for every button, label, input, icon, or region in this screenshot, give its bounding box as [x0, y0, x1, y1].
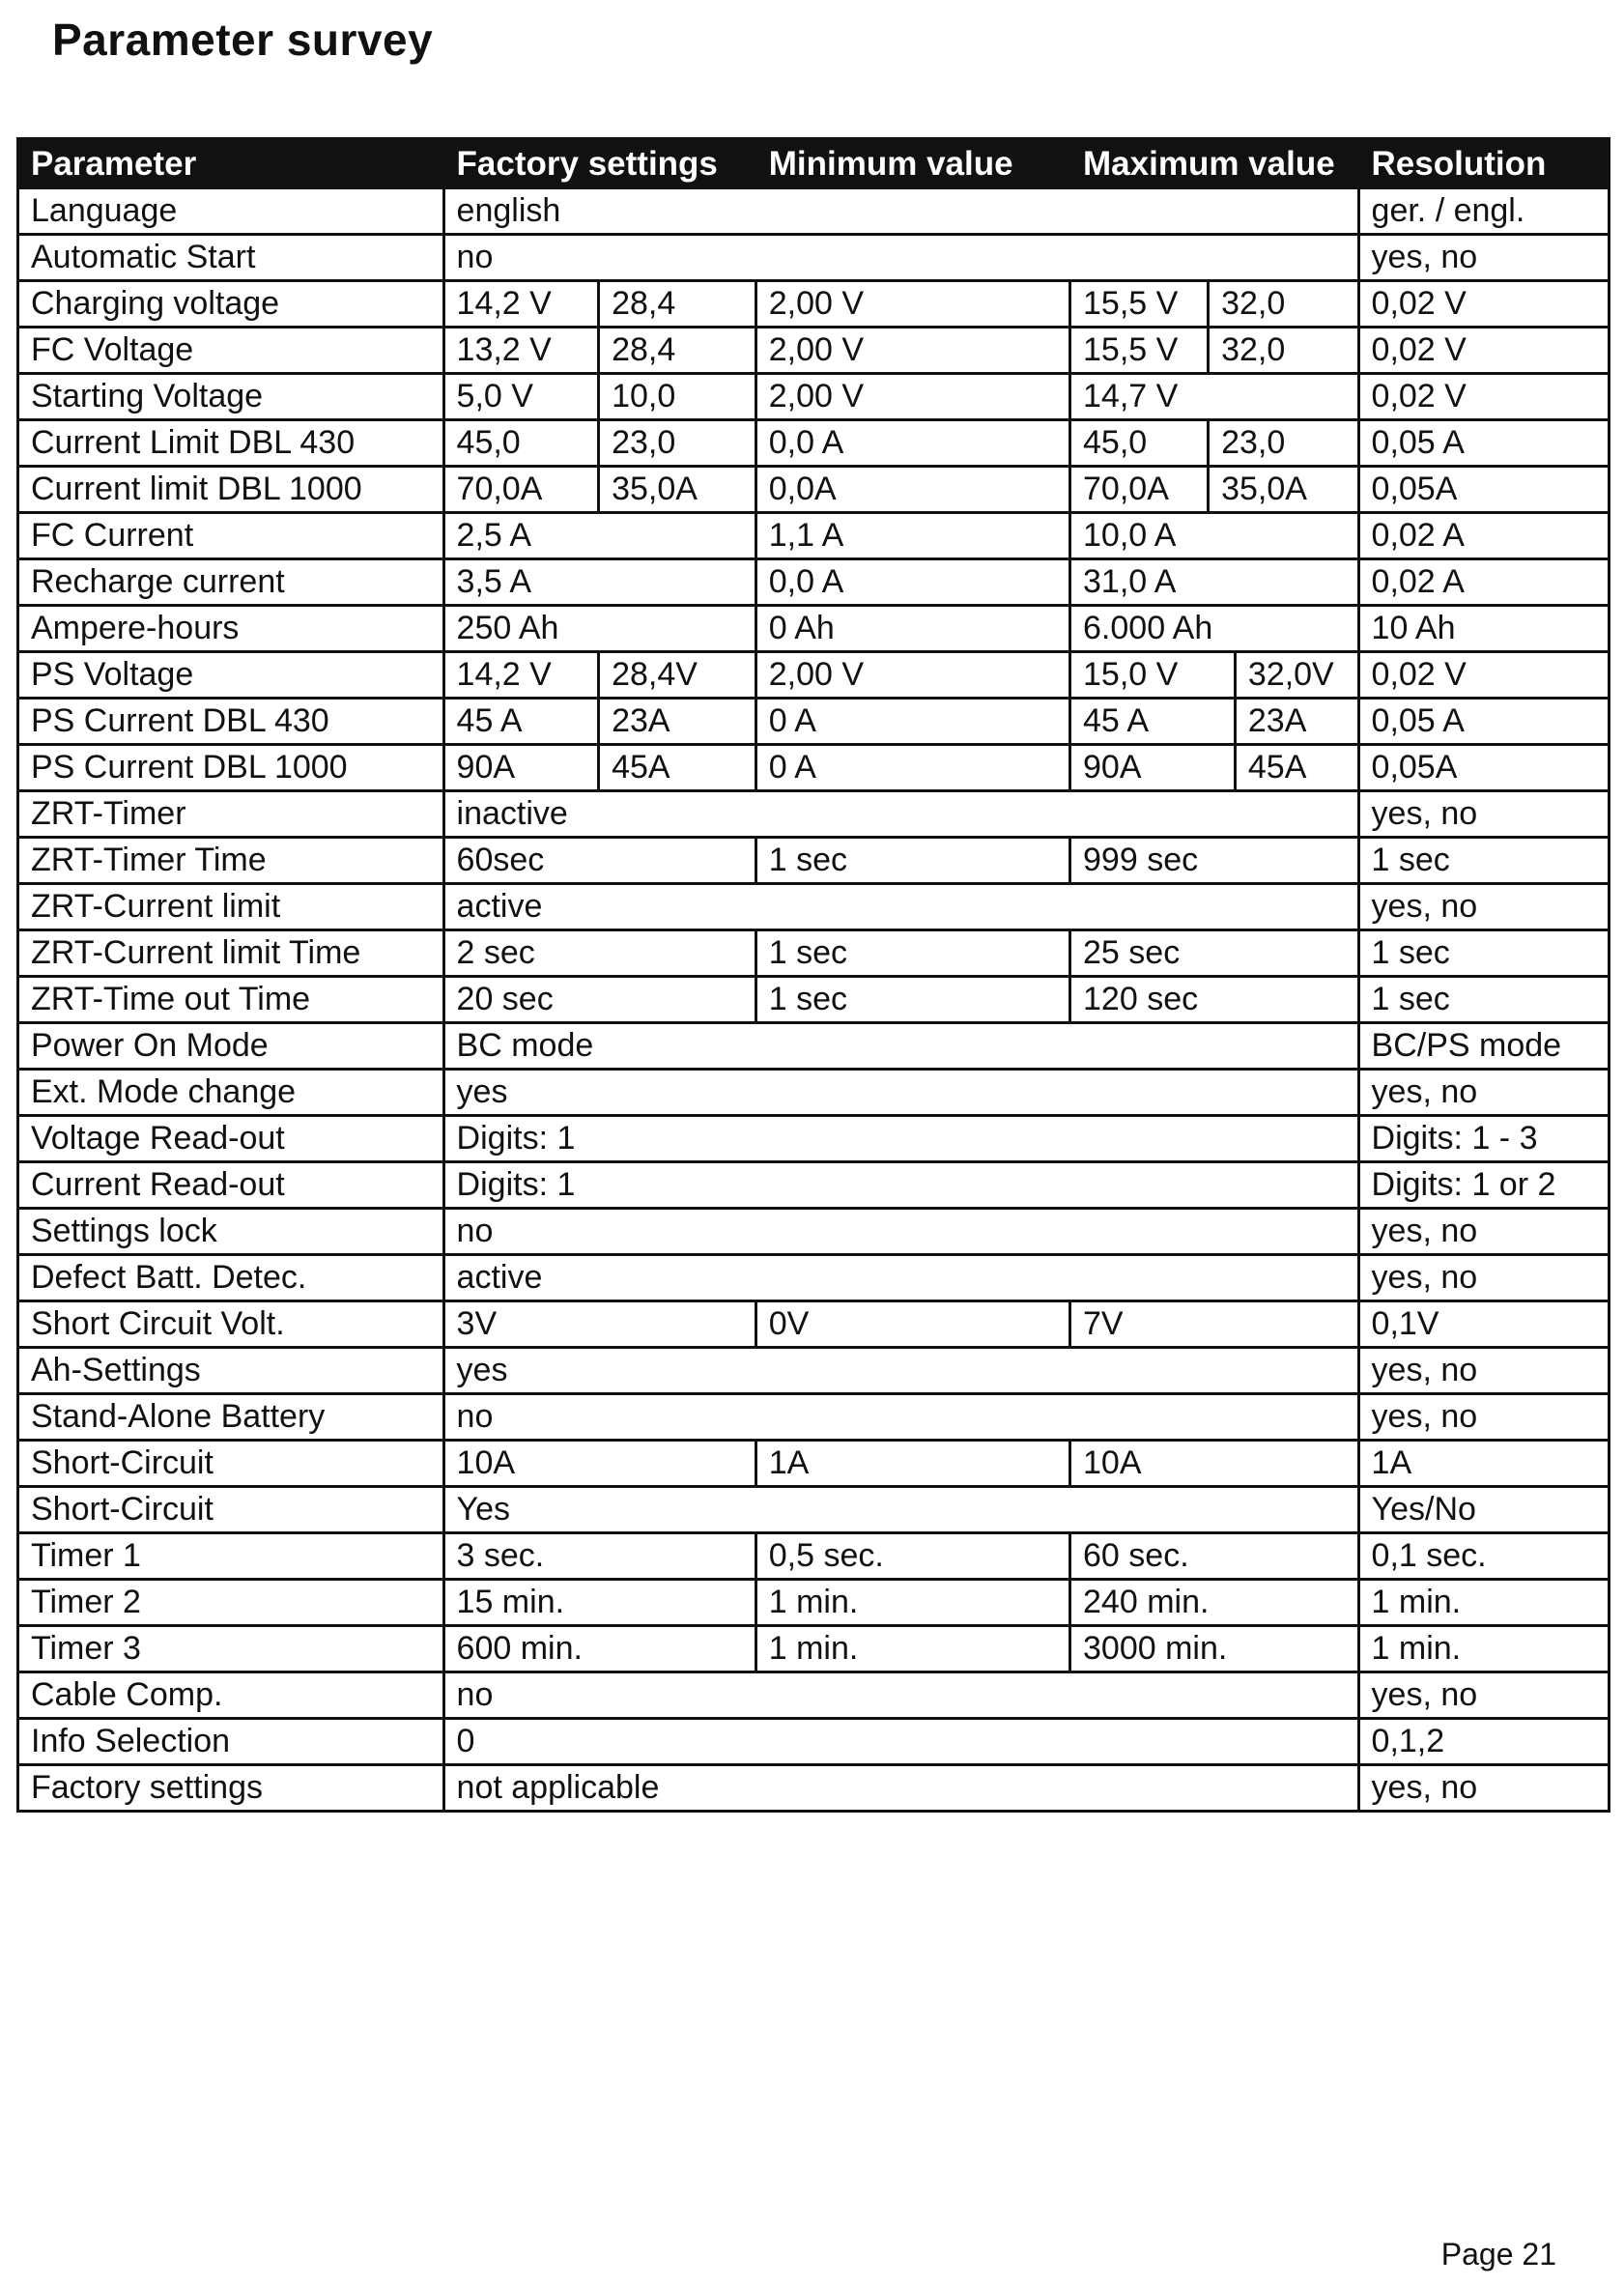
cell-resolution: 0,02 V	[1358, 281, 1609, 328]
cell-parameter: Short Circuit Volt.	[18, 1301, 444, 1348]
cell-resolution: yes, no	[1358, 235, 1609, 281]
cell-resolution: 0,02 V	[1358, 374, 1609, 420]
cell-value: 999 sec	[1070, 838, 1359, 884]
cell-value: 70,0A	[1070, 467, 1209, 513]
cell-value: 14,2 V	[443, 281, 599, 328]
cell-resolution: 1 min.	[1358, 1626, 1609, 1672]
cell-parameter: Info Selection	[18, 1719, 444, 1765]
cell-parameter: PS Current DBL 430	[18, 699, 444, 745]
cell-value: yes	[443, 1348, 1358, 1394]
header-maximum-value: Maximum value	[1070, 139, 1359, 188]
cell-value: inactive	[443, 791, 1358, 838]
cell-value: 20 sec	[443, 977, 755, 1023]
cell-parameter: ZRT-Time out Time	[18, 977, 444, 1023]
cell-value: 2,00 V	[755, 652, 1069, 699]
cell-value: 60sec	[443, 838, 755, 884]
table-row	[18, 235, 1610, 281]
cell-resolution: 0,05A	[1358, 745, 1609, 791]
table-row	[18, 1394, 1610, 1441]
cell-value: 2,00 V	[755, 374, 1069, 420]
cell-parameter: PS Current DBL 1000	[18, 745, 444, 791]
cell-value: 5,0 V	[443, 374, 599, 420]
cell-value: 1 sec	[755, 838, 1069, 884]
cell-value: 45,0	[443, 420, 599, 467]
header-resolution: Resolution	[1358, 139, 1609, 188]
cell-parameter: Automatic Start	[18, 235, 444, 281]
cell-resolution: 1A	[1358, 1441, 1609, 1487]
cell-parameter: FC Voltage	[18, 328, 444, 374]
cell-value: 15,5 V	[1070, 281, 1209, 328]
cell-resolution: Yes/No	[1358, 1487, 1609, 1533]
cell-value: 15 min.	[443, 1580, 755, 1626]
table-row	[18, 559, 1610, 606]
cell-parameter: Ah-Settings	[18, 1348, 444, 1394]
cell-resolution: yes, no	[1358, 791, 1609, 838]
cell-parameter: Starting Voltage	[18, 374, 444, 420]
cell-resolution: 1 sec	[1358, 930, 1609, 977]
cell-value: 0V	[755, 1301, 1069, 1348]
cell-value: 0 Ah	[755, 606, 1069, 652]
table-row	[18, 1023, 1610, 1070]
table-row	[18, 1487, 1610, 1533]
cell-value: active	[443, 1255, 1358, 1301]
cell-parameter: Defect Batt. Detec.	[18, 1255, 444, 1301]
cell-resolution: yes, no	[1358, 1394, 1609, 1441]
table-row	[18, 930, 1610, 977]
cell-value: 1A	[755, 1441, 1069, 1487]
cell-value: Digits: 1	[443, 1162, 1358, 1209]
table-row	[18, 1533, 1610, 1580]
table-row	[18, 977, 1610, 1023]
cell-resolution: Digits: 1 - 3	[1358, 1116, 1609, 1162]
cell-parameter: ZRT-Timer	[18, 791, 444, 838]
cell-value: 23,0	[599, 420, 756, 467]
cell-value: 10A	[1070, 1441, 1359, 1487]
cell-parameter: Short-Circuit	[18, 1487, 444, 1533]
cell-value: 35,0A	[1209, 467, 1358, 513]
cell-parameter: Voltage Read-out	[18, 1116, 444, 1162]
cell-value: not applicable	[443, 1765, 1358, 1812]
cell-parameter: Stand-Alone Battery	[18, 1394, 444, 1441]
cell-value: no	[443, 1394, 1358, 1441]
cell-parameter: PS Voltage	[18, 652, 444, 699]
table-row	[18, 513, 1610, 559]
cell-value: 3 sec.	[443, 1533, 755, 1580]
cell-value: 32,0	[1209, 328, 1358, 374]
table-row	[18, 1626, 1610, 1672]
table-row	[18, 374, 1610, 420]
cell-value: 1 sec	[755, 930, 1069, 977]
cell-resolution: Digits: 1 or 2	[1358, 1162, 1609, 1209]
cell-value: 0 A	[755, 745, 1069, 791]
cell-resolution: 0,02 A	[1358, 513, 1609, 559]
header-minimum-value: Minimum value	[755, 139, 1069, 188]
cell-resolution: 0,05A	[1358, 467, 1609, 513]
cell-value: 0,5 sec.	[755, 1533, 1069, 1580]
table-row	[18, 745, 1610, 791]
cell-resolution: 0,1 sec.	[1358, 1533, 1609, 1580]
cell-parameter: Current limit DBL 1000	[18, 467, 444, 513]
cell-value: 23,0	[1209, 420, 1358, 467]
cell-value: 45 A	[1070, 699, 1236, 745]
cell-value: 6.000 Ah	[1070, 606, 1359, 652]
cell-resolution: yes, no	[1358, 884, 1609, 930]
table-row	[18, 838, 1610, 884]
cell-value: 1,1 A	[755, 513, 1069, 559]
cell-value: 25 sec	[1070, 930, 1359, 977]
table-row	[18, 1070, 1610, 1116]
table-row	[18, 1255, 1610, 1301]
table-row	[18, 884, 1610, 930]
table-row	[18, 188, 1610, 235]
cell-resolution: 1 sec	[1358, 838, 1609, 884]
cell-resolution: 1 min.	[1358, 1580, 1609, 1626]
cell-value: 250 Ah	[443, 606, 755, 652]
cell-value: 3000 min.	[1070, 1626, 1359, 1672]
cell-resolution: yes, no	[1358, 1672, 1609, 1719]
cell-value: no	[443, 1672, 1358, 1719]
cell-resolution: 1 sec	[1358, 977, 1609, 1023]
table-row	[18, 1672, 1610, 1719]
cell-value: 120 sec	[1070, 977, 1359, 1023]
cell-value: 70,0A	[443, 467, 599, 513]
page-number: Page 21	[1440, 2237, 1556, 2272]
table-row	[18, 1580, 1610, 1626]
cell-value: 35,0A	[599, 467, 756, 513]
cell-resolution: BC/PS mode	[1358, 1023, 1609, 1070]
cell-value: 3V	[443, 1301, 755, 1348]
table-row	[18, 328, 1610, 374]
cell-value: 23A	[1235, 699, 1358, 745]
cell-value: 0,0A	[755, 467, 1069, 513]
cell-value: 14,7 V	[1070, 374, 1359, 420]
cell-parameter: Short-Circuit	[18, 1441, 444, 1487]
cell-value: 10,0	[599, 374, 756, 420]
cell-resolution: 0,02 V	[1358, 652, 1609, 699]
cell-parameter: Cable Comp.	[18, 1672, 444, 1719]
cell-value: 15,5 V	[1070, 328, 1209, 374]
cell-parameter: Power On Mode	[18, 1023, 444, 1070]
cell-value: english	[443, 188, 1358, 235]
cell-resolution: yes, no	[1358, 1255, 1609, 1301]
cell-parameter: Recharge current	[18, 559, 444, 606]
cell-value: 90A	[1070, 745, 1236, 791]
cell-value: active	[443, 884, 1358, 930]
table-row	[18, 606, 1610, 652]
cell-parameter: FC Current	[18, 513, 444, 559]
table-row	[18, 652, 1610, 699]
table-row	[18, 1301, 1610, 1348]
cell-resolution: ger. / engl.	[1358, 188, 1609, 235]
cell-value: 28,4	[599, 281, 756, 328]
cell-value: 2 sec	[443, 930, 755, 977]
table-row	[18, 420, 1610, 467]
cell-value: 7V	[1070, 1301, 1359, 1348]
cell-parameter: Language	[18, 188, 444, 235]
cell-value: 60 sec.	[1070, 1533, 1359, 1580]
parameter-table	[16, 137, 1610, 1813]
cell-value: 45A	[599, 745, 756, 791]
cell-resolution: 0,1,2	[1358, 1719, 1609, 1765]
cell-resolution: 10 Ah	[1358, 606, 1609, 652]
cell-parameter: Charging voltage	[18, 281, 444, 328]
cell-value: 1 min.	[755, 1626, 1069, 1672]
cell-value: 10,0 A	[1070, 513, 1359, 559]
cell-parameter: Timer 1	[18, 1533, 444, 1580]
cell-value: 0 A	[755, 699, 1069, 745]
cell-parameter: Timer 2	[18, 1580, 444, 1626]
cell-value: 240 min.	[1070, 1580, 1359, 1626]
cell-value: yes	[443, 1070, 1358, 1116]
cell-value: 0	[443, 1719, 1358, 1765]
cell-resolution: yes, no	[1358, 1765, 1609, 1812]
cell-resolution: 0,05 A	[1358, 699, 1609, 745]
cell-parameter: Current Read-out	[18, 1162, 444, 1209]
cell-value: 32,0	[1209, 281, 1358, 328]
cell-parameter: ZRT-Timer Time	[18, 838, 444, 884]
cell-value: Digits: 1	[443, 1116, 1358, 1162]
header-parameter: Parameter	[18, 139, 444, 188]
cell-value: 3,5 A	[443, 559, 755, 606]
table-row	[18, 699, 1610, 745]
cell-value: no	[443, 1209, 1358, 1255]
cell-value: 32,0V	[1235, 652, 1358, 699]
cell-resolution: 0,02 V	[1358, 328, 1609, 374]
table-row	[18, 791, 1610, 838]
table-row	[18, 281, 1610, 328]
cell-value: 45,0	[1070, 420, 1209, 467]
cell-parameter: Factory settings	[18, 1765, 444, 1812]
cell-resolution: 0,02 A	[1358, 559, 1609, 606]
cell-value: 28,4	[599, 328, 756, 374]
cell-value: 28,4V	[599, 652, 756, 699]
table-row	[18, 1348, 1610, 1394]
cell-parameter: Ampere-hours	[18, 606, 444, 652]
table-row	[18, 1765, 1610, 1812]
table-row	[18, 1116, 1610, 1162]
cell-value: 0,0 A	[755, 559, 1069, 606]
cell-value: 1 sec	[755, 977, 1069, 1023]
cell-parameter: Settings lock	[18, 1209, 444, 1255]
cell-value: 1 min.	[755, 1580, 1069, 1626]
cell-parameter: Timer 3	[18, 1626, 444, 1672]
table-row	[18, 1719, 1610, 1765]
cell-value: 600 min.	[443, 1626, 755, 1672]
cell-value: 45A	[1235, 745, 1358, 791]
cell-value: 2,5 A	[443, 513, 755, 559]
cell-parameter: ZRT-Current limit Time	[18, 930, 444, 977]
cell-value: 15,0 V	[1070, 652, 1236, 699]
table-row	[18, 1209, 1610, 1255]
cell-parameter: Current Limit DBL 430	[18, 420, 444, 467]
cell-value: 10A	[443, 1441, 755, 1487]
cell-value: 23A	[599, 699, 756, 745]
cell-resolution: yes, no	[1358, 1209, 1609, 1255]
cell-value: BC mode	[443, 1023, 1358, 1070]
table-row	[18, 1162, 1610, 1209]
header-factory-settings: Factory settings	[443, 139, 755, 188]
table-header-row	[18, 139, 1610, 188]
cell-resolution: yes, no	[1358, 1348, 1609, 1394]
cell-value: 2,00 V	[755, 281, 1069, 328]
cell-resolution: 0,05 A	[1358, 420, 1609, 467]
cell-value: 2,00 V	[755, 328, 1069, 374]
cell-value: 90A	[443, 745, 599, 791]
cell-value: 13,2 V	[443, 328, 599, 374]
cell-resolution: 0,1V	[1358, 1301, 1609, 1348]
page-title: Parameter survey	[52, 14, 434, 65]
cell-value: no	[443, 235, 1358, 281]
cell-value: 14,2 V	[443, 652, 599, 699]
cell-parameter: Ext. Mode change	[18, 1070, 444, 1116]
cell-value: Yes	[443, 1487, 1358, 1533]
table-row	[18, 467, 1610, 513]
cell-value: 0,0 A	[755, 420, 1069, 467]
cell-resolution: yes, no	[1358, 1070, 1609, 1116]
table-row	[18, 1441, 1610, 1487]
cell-value: 45 A	[443, 699, 599, 745]
cell-parameter: ZRT-Current limit	[18, 884, 444, 930]
cell-value: 31,0 A	[1070, 559, 1359, 606]
